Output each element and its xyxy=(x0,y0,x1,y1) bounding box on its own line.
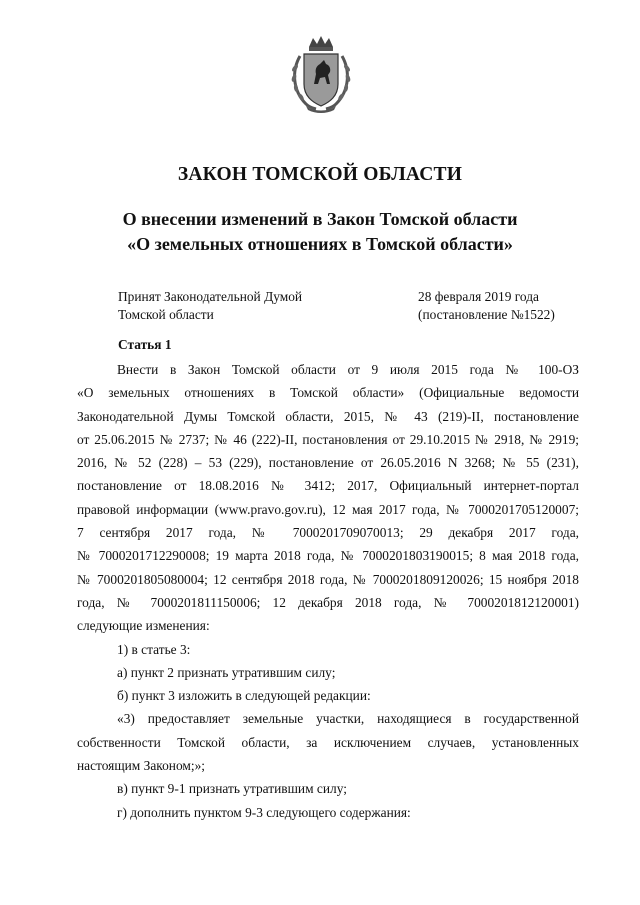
subtitle-line: «О земельных отношениях в Томской области» xyxy=(127,234,513,254)
body-line: «О земельных отношениях в Томской области» (Официальные ведомости xyxy=(77,385,579,401)
article-heading: Статья 1 xyxy=(118,337,172,352)
list-item: 1) в статье 3: xyxy=(117,641,191,657)
adopted-by-block xyxy=(118,288,302,324)
list-item: в) пункт 9-1 признать утратившим силу; xyxy=(117,781,347,797)
body-line: следующие изменения: xyxy=(77,618,210,634)
adoption-date-block xyxy=(418,288,555,324)
quote-line: собственности Томской области, за исключением случаев, установленных xyxy=(77,734,579,750)
body-line: 7 сентября 2017 года, № 7000201709070013; 29 декабря 2017 года, xyxy=(77,525,579,541)
quote-line: настоящим Законом;»; xyxy=(77,758,206,774)
body-line: от 25.06.2015 № 2737; № 46 (222)-II, постановления от 29.10.2015 № 2918, № 2919; xyxy=(77,431,579,447)
article-body xyxy=(77,358,579,824)
body-line: № 7000201712290008; 19 марта 2018 года, № 7000201803190015; 8 мая 2018 года, xyxy=(77,548,579,564)
body-line: 2016, № 52 (228) – 53 (229), постановление от 26.05.2016 N 3268; № 55 (231), xyxy=(77,455,579,471)
body-line: № 7000201805080004; 12 сентября 2018 года, № 7000201809120026; 15 ноября 2018 xyxy=(77,571,579,587)
list-item: а) пункт 2 признать утратившим силу; xyxy=(117,664,336,680)
body-line: Законодательной Думы Томской области, 2015, № 43 (219)-II, постановление xyxy=(77,408,579,424)
list-item: б) пункт 3 изложить в следующей редакции: xyxy=(117,688,371,704)
coat-of-arms-emblem xyxy=(286,34,356,114)
list-item: г) дополнить пунктом 9-3 следующего содержания: xyxy=(117,804,411,820)
body-line: Внести в Закон Томской области от 9 июля 2015 года № 100-ОЗ xyxy=(117,362,579,377)
body-line: постановление от 18.08.2016 № 3412; 2017, Официальный интернет-портал xyxy=(77,478,579,494)
resolution-number: (постановление №1522) xyxy=(418,307,555,322)
law-title: ЗАКОН ТОМСКОЙ ОБЛАСТИ xyxy=(177,164,463,185)
adoption-date: 28 февраля 2019 года xyxy=(418,289,539,304)
law-subtitle xyxy=(0,207,640,257)
adopted-by-line: Томской области xyxy=(118,307,214,322)
body-line: года, № 7000201811150006; 12 декабря 2018 года, № 7000201812120001) xyxy=(77,594,579,610)
adopted-by-line: Принят Законодательной Думой xyxy=(118,289,303,304)
subtitle-line: О внесении изменений в Закон Томской области xyxy=(122,209,518,229)
quote-line: «3) предоставляет земельные участки, находящиеся в государственной xyxy=(117,711,579,727)
body-line: правовой информации (www.pravo.gov.ru), 12 мая 2017 года, № 7000201705120007; xyxy=(77,501,579,517)
